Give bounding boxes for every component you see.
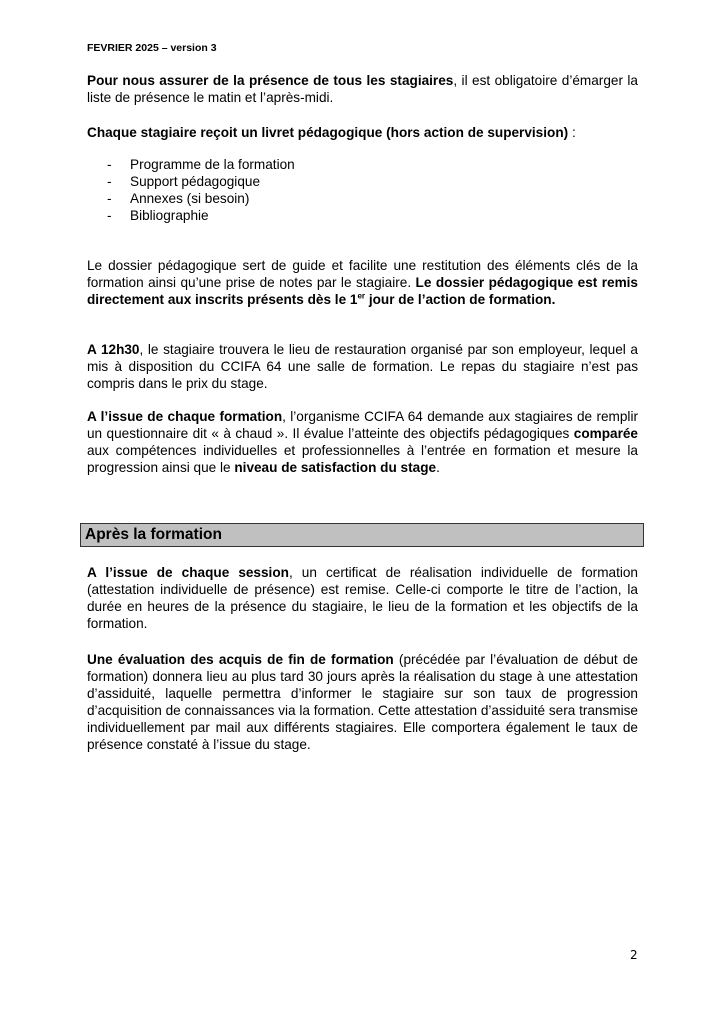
dash-bullet: - — [107, 157, 112, 172]
eval-bold-3: niveau de satisfaction du stage — [234, 460, 437, 475]
list-item — [87, 190, 295, 207]
eval-text-3: . — [436, 460, 440, 475]
list-item-label: Annexes (si besoin) — [130, 191, 250, 206]
livret-paragraph — [87, 124, 638, 141]
livret-list — [87, 156, 295, 224]
section-heading-apres-formation: Après la formation — [80, 523, 644, 547]
acquis-text: (précédée par l’évaluation de début de formation) donnera lieu au plus tard 30 jours après la réalisation du stage à une attestation d’assiduité, laquelle permettra d’informer le stagiaire sur son taux de progression d’acquisition de connaissances via la formation. Cette attestation d’assiduité sera transmise individuellement par mail aux différents stagiaires. Elle comportera également le taux de présence constaté à l’issue du stage. — [87, 652, 638, 752]
page-header: FEVRIER 2025 – version 3 — [87, 42, 217, 54]
dossier-text: Le dossier pédagogique sert de guide et facilite une restitution des éléments clés de la formation ainsi qu’une prise de notes par le stagiaire. — [87, 258, 638, 290]
list-item — [87, 173, 295, 190]
dossier-bold-2: jour de l’action de formation. — [365, 292, 556, 307]
acquis-paragraph — [87, 651, 638, 753]
presence-text: , il est obligatoire d’émarger la liste de présence le matin et l’après-midi. — [87, 73, 638, 105]
list-item-label: Programme de la formation — [130, 157, 295, 172]
page-number: 2 — [630, 948, 638, 962]
dossier-bold-1: Le dossier pédagogique est remis directement aux inscrits présents dès le 1 — [87, 275, 638, 307]
livret-text: : — [568, 125, 576, 140]
certificat-text: , un certificat de réalisation individuelle de formation (attestation individuelle de présence) est remise. Celle-ci comporte le titre de l’action, la durée en heures de la présence du stagiaire, le lieu de la formation et les objectifs de la formation. — [87, 565, 638, 631]
certificat-paragraph — [87, 564, 638, 632]
eval-text-1: , l’organisme CCIFA 64 demande aux stagiaires de remplir un questionnaire dit « à chaud ». Il évalue l’atteinte des objectifs pédagogiques — [87, 409, 639, 441]
dash-bullet: - — [107, 191, 112, 206]
evaluation-chaud-paragraph — [87, 408, 638, 476]
certificat-bold: A l’issue de chaque session — [87, 565, 289, 580]
presence-paragraph — [87, 72, 638, 106]
repas-paragraph — [87, 341, 638, 392]
list-item-label: Support pédagogique — [130, 174, 261, 189]
livret-bold: Chaque stagiaire reçoit un livret pédagogique (hors action de supervision) — [87, 125, 569, 140]
dash-bullet: - — [107, 174, 112, 189]
dossier-paragraph — [87, 257, 638, 308]
presence-bold: Pour nous assurer de la présence de tous les stagiaires — [87, 73, 454, 88]
eval-bold-2: comparée — [573, 426, 638, 441]
list-item-label: Bibliographie — [130, 208, 209, 223]
eval-bold-1: A l’issue de chaque formation — [87, 409, 283, 424]
eval-text-2: aux compétences individuelles et professionnelles à l’entrée en formation et mesure la progression ainsi que le — [87, 443, 638, 475]
dash-bullet: - — [107, 208, 112, 223]
acquis-bold: Une évaluation des acquis de fin de formation — [87, 652, 394, 667]
repas-text: , le stagiaire trouvera le lieu de restauration organisé par son employeur, lequel a mis à disposition du CCIFA 64 une salle de formation. Le repas du stagiaire n’est pas compris dans le prix du stage. — [87, 342, 638, 391]
list-item — [87, 207, 295, 224]
repas-bold: A 12h30 — [87, 342, 140, 357]
list-item — [87, 156, 295, 173]
dossier-superscript: er — [357, 291, 366, 301]
